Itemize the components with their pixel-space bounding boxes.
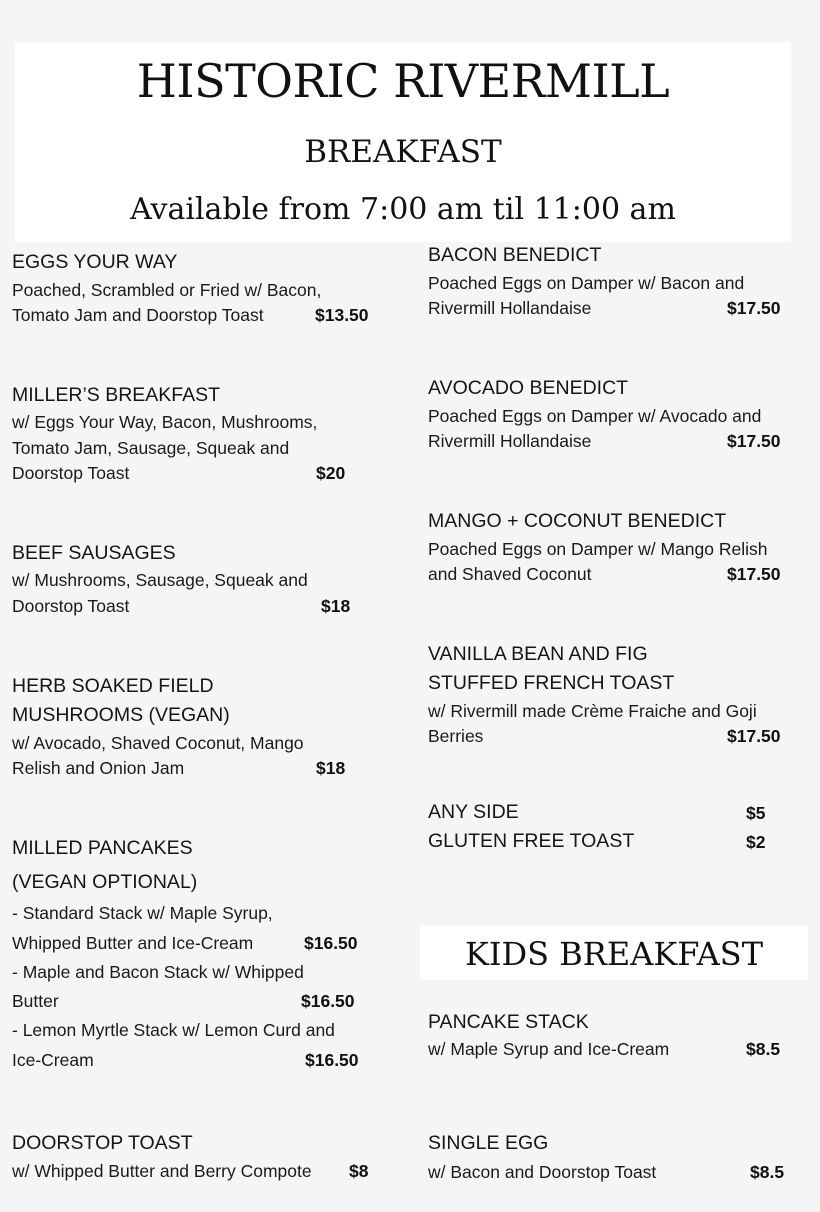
item-name: BEEF SAUSAGES [12,542,176,564]
item-name: GLUTEN FREE TOAST [428,830,635,852]
option-price: $16.50 [304,933,358,953]
item-name: PANCAKE STACK [428,1011,589,1033]
item-name: STUFFED FRENCH TOAST [428,672,675,694]
item-name: HERB SOAKED FIELD [12,675,214,697]
menu-header [15,42,791,242]
option-price: $16.50 [301,991,355,1011]
item-description: Poached Eggs on Damper w/ Bacon and [428,273,745,293]
item-name: DOORSTOP TOAST [12,1132,193,1154]
item-price: $18 [321,596,351,616]
item-description: Doorstop Toast [12,463,130,483]
option-description: Ice-Cream [12,1050,94,1070]
kids-section-header [420,926,808,980]
item-description: w/ Eggs Your Way, Bacon, Mushrooms, [12,412,318,432]
item-price: $13.50 [315,305,369,325]
item-price: $8.5 [750,1162,785,1182]
item-description: Tomato Jam and Doorstop Toast [12,305,264,325]
item-description: w/ Bacon and Doorstop Toast [428,1162,657,1182]
item-price: $2 [746,832,766,852]
option-price: $16.50 [305,1050,359,1070]
item-name: MANGO + COCONUT BENEDICT [428,510,727,532]
option-description: Whipped Butter and Ice-Cream [12,933,254,953]
item-name: SINGLE EGG [428,1132,549,1154]
item-name: EGGS YOUR WAY [12,251,178,273]
item-name: ANY SIDE [428,801,519,823]
item-description: Berries [428,726,484,746]
item-price: $20 [316,463,346,483]
item-name: BACON BENEDICT [428,244,602,266]
item-price: $5 [746,803,766,823]
item-description: Tomato Jam, Sausage, Squeak and [12,438,290,458]
item-description: w/ Avocado, Shaved Coconut, Mango [12,733,304,753]
item-description: Poached Eggs on Damper w/ Avocado and [428,406,762,426]
item-description: Poached Eggs on Damper w/ Mango Relish [428,539,768,559]
item-price: $17.50 [727,298,781,318]
item-price: $18 [316,758,346,778]
item-name: MUSHROOMS (VEGAN) [12,704,230,726]
item-description: Rivermill Hollandaise [428,298,592,318]
item-price: $17.50 [727,564,781,584]
item-description: Poached, Scrambled or Fried w/ Bacon, [12,280,322,300]
item-description: w/ Whipped Butter and Berry Compote [12,1161,312,1181]
item-description: w/ Rivermill made Crème Fraiche and Goji [428,701,757,721]
item-price: $17.50 [727,431,781,451]
option-description: Butter [12,991,59,1011]
item-price: $8 [349,1161,369,1181]
option-description: - Standard Stack w/ Maple Syrup, [12,903,273,923]
item-name: MILLED PANCAKES [12,837,193,859]
item-description: Rivermill Hollandaise [428,431,592,451]
option-description: - Lemon Myrtle Stack w/ Lemon Curd and [12,1020,335,1040]
item-price: $8.5 [746,1039,781,1059]
availability-hours: Available from 7:00 am til 11:00 am [130,192,676,227]
menu-section-title: BREAKFAST [304,134,502,170]
item-description: and Shaved Coconut [428,564,592,584]
item-name: (VEGAN OPTIONAL) [12,871,198,893]
kids-section-title: KIDS BREAKFAST [464,935,764,973]
item-price: $17.50 [727,726,781,746]
item-name: AVOCADO BENEDICT [428,377,629,399]
item-name: MILLER’S BREAKFAST [12,384,221,406]
item-description: w/ Maple Syrup and Ice-Cream [428,1039,670,1059]
item-description: Relish and Onion Jam [12,758,185,778]
restaurant-title: HISTORIC RIVERMILL [136,54,670,108]
item-description: w/ Mushrooms, Sausage, Squeak and [12,570,308,590]
item-description: Doorstop Toast [12,596,130,616]
option-description: - Maple and Bacon Stack w/ Whipped [12,962,304,982]
item-name: VANILLA BEAN AND FIG [428,643,648,665]
